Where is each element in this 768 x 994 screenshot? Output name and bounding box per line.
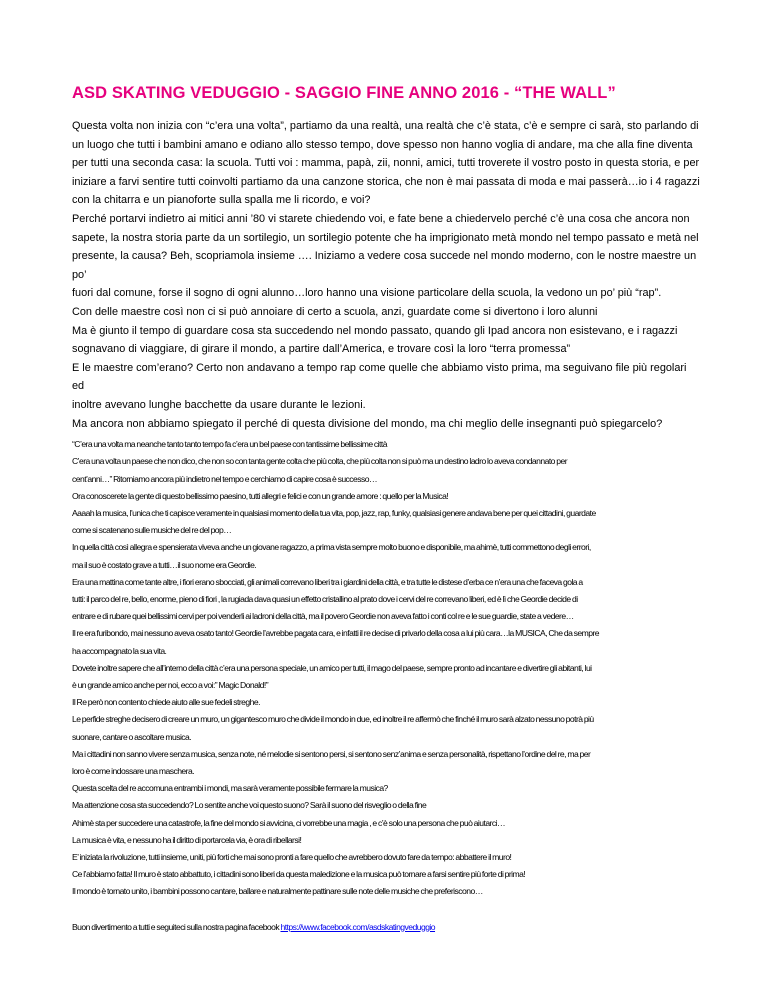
story-line: ha accompagnato la sua vita. bbox=[72, 645, 167, 656]
intro-line: Questa volta non inizia con “c’era una volta”, partiamo da una realtà, una realtà che c’è stata, c’è e sempre ci sarà, sto parlando di bbox=[72, 120, 699, 132]
story-line: Il mondo è tornato unito, i bambini possono cantare, ballare e naturalmente pattinare sulle note delle musiche che preferiscono… bbox=[72, 886, 483, 897]
facebook-link[interactable]: https://www.facebook.com/asdskatingveduggio bbox=[280, 921, 436, 932]
story-line: Ma attenzione cosa sta succedendo? Lo sentite anche voi questo suono? Sarà il suono del risveglio o della fine bbox=[72, 800, 427, 811]
story-line: Questa scelta del re accomuna entrambi i mondi, ma sarà veramente possibile fermare la musica? bbox=[72, 783, 388, 794]
story-line: Ora conoscerete la gente di questo bellissimo paesino, tutti allegri e felici e con un grande amore : quello per la Musica! bbox=[72, 490, 449, 501]
story-line: Le perfide streghe decisero di creare un muro, un gigantesco muro che divide il mondo in due, ed inoltre il re affermò che finché il muro sarà alzato nessuno potrà più bbox=[72, 714, 594, 725]
intro-line: fuori dal comune, forse il sogno di ogni alunno…loro hanno una visione particolare della scuola, la vedono un po’ più “rap”. bbox=[72, 287, 662, 300]
story-line: suonare, cantare o ascoltare musica. bbox=[72, 731, 192, 742]
intro-line: Ma è giunto il tempo di guardare cosa sta succedendo nel mondo passato, quando gli Ipad ancora non esistevano, e i ragazzi bbox=[72, 324, 678, 337]
story-line: In quella città così allegra e spensierata viveva anche un giovane ragazzo, a prima vista sempre molto buono e disponibile, ma ahimè, tutti commettono degli errori, bbox=[72, 542, 591, 553]
intro-line: Con delle maestre così non ci si può annoiare di certo a scuola, anzi, guardate come si divertono i loro alunni bbox=[72, 305, 598, 318]
story-line: ma il suo è costato grave a tutti…il suo nome era Geordie. bbox=[72, 559, 257, 570]
footer-line bbox=[72, 922, 700, 932]
intro-line: per tutti una seconda casa: la scuola. Tutti voi : mamma, papà, zii, nonni, amici, tutti troverete il vostro posto in questa storia, e per bbox=[72, 157, 700, 170]
story-line: E’ iniziata la rivoluzione, tutti insieme, uniti, più forti che mai sono pronti a fare quello che avrebbero dovuto fare da tempo: abbattere il muro! bbox=[72, 851, 512, 862]
document-title: ASD SKATING VEDUGGIO - SAGGIO FINE ANNO 2016 - “THE WALL” bbox=[72, 84, 616, 102]
intro-line: presente, la causa? Beh, scopriamola insieme …. Iniziamo a vedere cosa succede nel mondo moderno, con le nostre maestre un po’ bbox=[72, 250, 697, 281]
story-line: Era una mattina come tante altre, i fiori erano sbocciati, gli animali correvano liberi tra i giardini della città, e tra tutte le distese d’erba ce n’era una che faceva gola a bbox=[72, 576, 583, 587]
story-line: “C’era una volta ma neanche tanto tanto tempo fa c’era un bel paese con tantissime bellissime città bbox=[72, 439, 387, 450]
intro-line: inoltre avevano lunghe bacchette da usare durante le lezioni. bbox=[72, 398, 366, 411]
story-line: Aaaah la musica, l’unica che ti capisce veramente in qualsiasi momento della tua vita, pop, jazz, rap, funky, qualsiasi genere andava bene per quei cittadini, guardate bbox=[72, 507, 596, 518]
story-line: Ce l’abbiamo fatta! Il muro è stato abbattuto, i cittadini sono liberi da questa maledizione e la musica può tornare a farsi sentire più forte di prima! bbox=[72, 869, 526, 880]
intro-line: sapete, la nostra storia parte da un sortilegio, un sortilegio potente che ha imprigionato metà mondo nel tempo passato e metà nel bbox=[72, 231, 699, 244]
intro-line: iniziare a farvi sentire tutti coinvolti partiamo da una canzone storica, che non è mai passata di moda e mai passerà…io i 4 ragazzi bbox=[72, 175, 700, 188]
story-line: C’era una volta un paese che non dico, che non so con tanta gente colta che più colta, che più colta non si può ma un destino ladro lo aveva condannato per bbox=[72, 456, 568, 467]
story-line: entrare e di rubare quei bellissimi cervi per poi venderli ai ladroni della città, ma il povero Geordie non aveva fatto i conti col re e le sue guardie, state a vedere… bbox=[72, 611, 574, 622]
intro-line: con la chitarra e un pianoforte sulla spalla me li ricordo, e voi? bbox=[72, 194, 371, 207]
intro-line: Ma ancora non abbiamo spiegato il perché di questa divisione del mondo, ma chi meglio delle insegnanti può spiegarcelo? bbox=[72, 417, 663, 430]
story-line: Ahimè sta per succedere una catastrofe, la fine del mondo si avvicina, ci vorrebbe una magia , e c’è solo una persona che può aiutarci… bbox=[72, 817, 506, 828]
story-line: Dovete inoltre sapere che all’interno della città c’era una persona speciale, un amico per tutti, il mago del paese, sempre pronto ad incantare e divertire gli abitanti, lui bbox=[72, 662, 592, 673]
intro-line: sognavano di viaggiare, di girare il mondo, a partire dall’America, e trovare così la loro “terra promessa” bbox=[72, 343, 571, 356]
story-line: come si scatenano sulle musiche del re del pop… bbox=[72, 525, 232, 536]
story-line: Ma i cittadini non sanno vivere senza musica, senza note, né melodie si sentono persi, si sentono senz’anima e senza personalità, rispettano l’ordine del re, ma per bbox=[72, 748, 591, 759]
document-page bbox=[72, 84, 700, 932]
story-line: tutti: il parco del re, bello, enorme, pieno di fiori , la rugiada dava quasi un effetto cristallino al prato dove i cervi del re correvano liberi, ed è lì che Geordie decide di bbox=[72, 593, 578, 604]
intro-text bbox=[72, 117, 700, 433]
story-line: cent’anni…” Ritorniamo ancora più indietro nel tempo e cerchiamo di capire cosa è successo… bbox=[72, 473, 378, 484]
footer-text: Buon divertimento a tutti e seguiteci sulla nostra pagina facebook bbox=[72, 921, 281, 932]
intro-line: un luogo che tutti i bambini amano e odiano allo stesso tempo, dove spesso non hanno voglia di andare, ma che alla fine diventa bbox=[72, 138, 693, 151]
story-line: è un grande amico anche per noi, ecco a voi:” Magic Donald!” bbox=[72, 679, 269, 690]
story-line: loro è come indossare una maschera. bbox=[72, 765, 195, 776]
story-line: La musica è vita, e nessuno ha il diritto di portarcela via, è ora di ribellarsi! bbox=[72, 834, 302, 845]
story-line: Il Re però non contento chiede aiuto alle sue fedeli streghe. bbox=[72, 697, 260, 708]
story-text bbox=[72, 436, 700, 900]
story-line: Il re era furibondo, mai nessuno aveva osato tanto! Geordie l’avrebbe pagata cara, e infatti il re decise di privarlo della cosa a lui più cara…la MUSICA, Che da sempre bbox=[72, 628, 599, 639]
intro-line: Perché portarvi indietro ai mitici anni ’80 vi starete chiedendo voi, e fate bene a chiedervelo perché c’è una cosa che ancora non bbox=[72, 212, 690, 225]
intro-line: E le maestre com’erano? Certo non andavano a tempo rap come quelle che abbiamo visto prima, ma seguivano file più regolari ed bbox=[72, 361, 687, 393]
